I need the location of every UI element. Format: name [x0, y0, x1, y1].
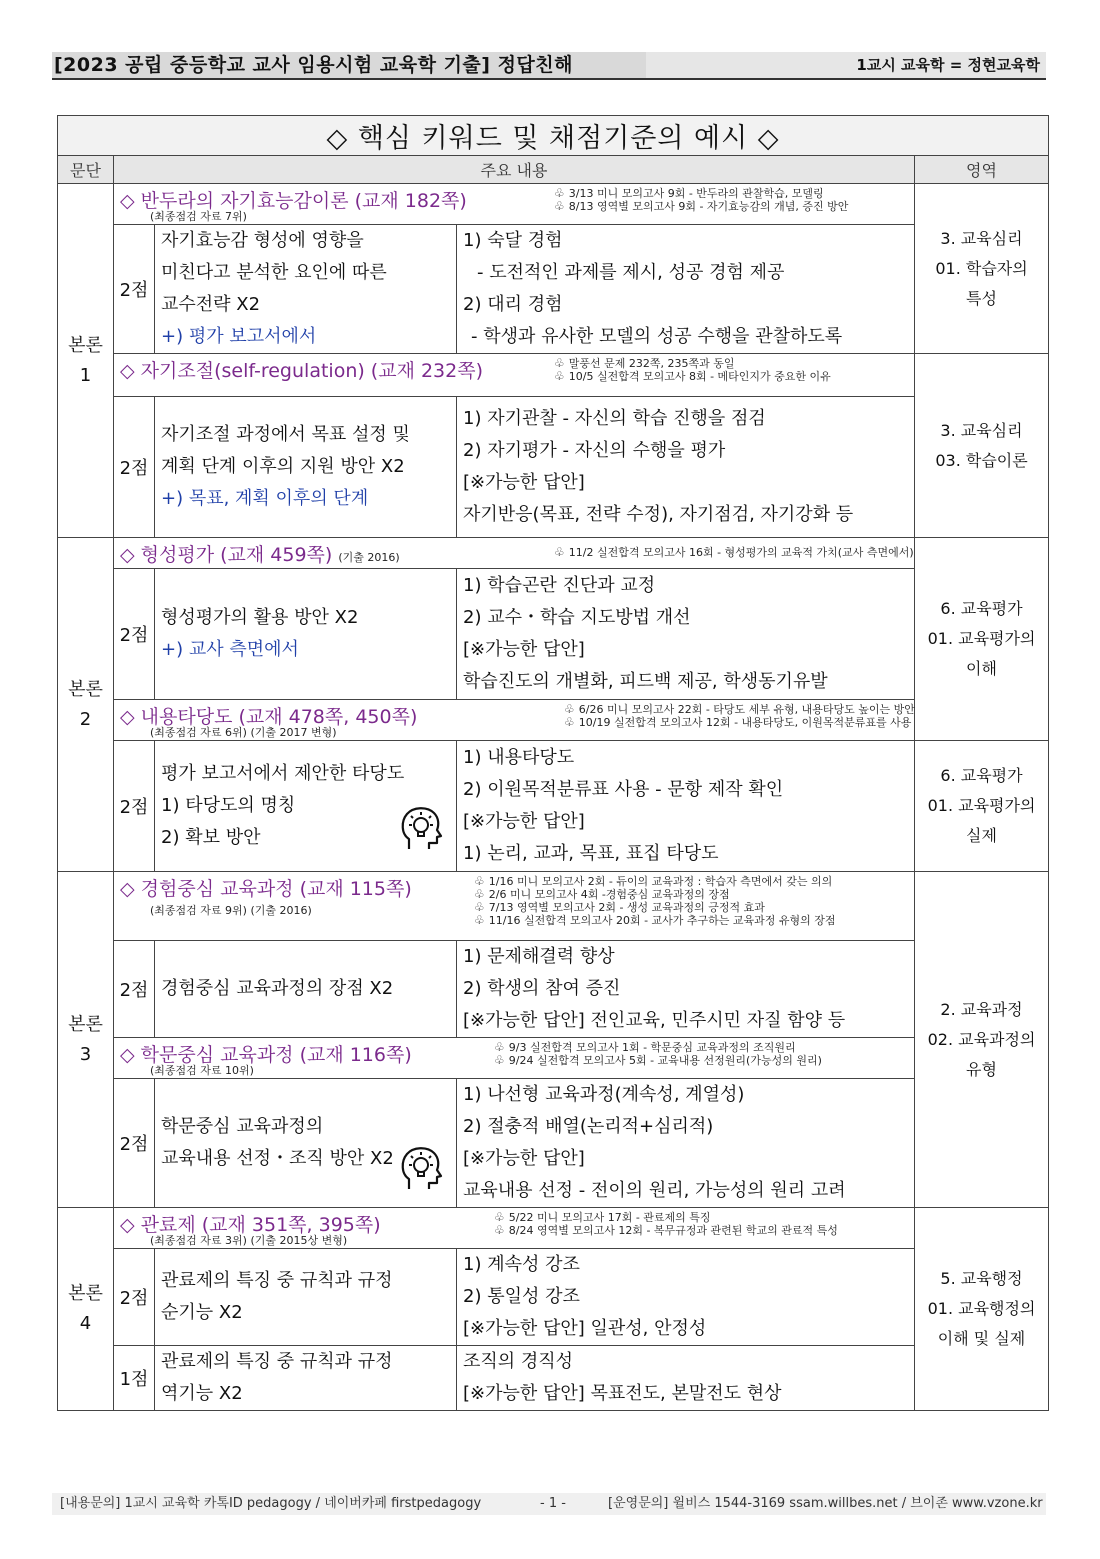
points: 2점 [114, 941, 155, 1038]
question: 관료제의 특징 중 규칙과 규정 역기능 X2 [155, 1346, 457, 1411]
points: 1점 [114, 1346, 155, 1411]
area-label: 5. 교육행정 01. 교육행정의 이해 및 실제 [915, 1208, 1049, 1411]
footer-operator: [운영문의] 윌비스 1544-3169 ssam.willbes.net / 브이존 www.vzone.kr [608, 1496, 1043, 1511]
answer: 1) 자기관찰 - 자신의 학습 진행을 점검 2) 자기평가 - 자신의 수행을 평가 [※가능한 답안] 자기반응(목표, 전략 수정), 자기점검, 자기강화 등 [457, 397, 915, 538]
topic-row [58, 700, 1049, 741]
topic-title-cell [114, 872, 915, 941]
topic-row [58, 1208, 1049, 1249]
question-row [58, 941, 1049, 1038]
question: 자기효능감 형성에 영향을 미친다고 분석한 요인에 따른 교수전략 X2 +) 평가 보고서에서 [155, 225, 457, 354]
hint: +) 평가 보고서에서 [161, 326, 317, 347]
clover-icon: ♧ [564, 702, 575, 716]
paragraph-label: 본론 4 [58, 1208, 114, 1411]
clover-icon: ♧ [554, 356, 565, 370]
paragraph-label: 본론 2 [58, 538, 114, 872]
answer: 1) 계속성 강조 2) 통일성 강조 [※가능한 답안] 일관성, 안정성 [457, 1249, 915, 1346]
question-row [58, 1249, 1049, 1346]
area-label: 3. 교육심리 01. 학습자의 특성 [915, 184, 1049, 354]
header-rule [52, 78, 1046, 80]
page-footer [52, 1493, 1046, 1515]
document-title: [2023 공립 중등학교 교사 임용시험 교육학 기출] 정답친해 [52, 52, 648, 78]
topic-row [58, 354, 1049, 397]
hint: +) 목표, 계획 이후의 단계 [161, 488, 369, 509]
table-banner: ◇ 핵심 키워드 및 채점기준의 예시 ◇ [58, 116, 1049, 156]
topic-title-cell [114, 354, 915, 397]
clover-icon: ♧ [564, 715, 575, 729]
points: 2점 [114, 1249, 155, 1346]
footer-contact: [내용문의] 1교시 교육학 카톡ID pedagogy / 네이버카페 firstpedagogy [60, 1496, 482, 1511]
clover-icon: ♧ [494, 1210, 505, 1224]
answer: 1) 학습곤란 진단과 교정 2) 교수・학습 지도방법 개선 [※가능한 답안] 학습진도의 개별화, 피드백 제공, 학생동기유발 [457, 569, 915, 700]
question: 학문중심 교육과정의 교육내용 선정・조직 방안 X2 [155, 1079, 457, 1208]
points: 2점 [114, 741, 155, 872]
paragraph-label: 본론 1 [58, 184, 114, 538]
topic-name: ◇ 형성평가 (교재 459쪽) (기출 2016) [120, 544, 400, 566]
page-header [52, 52, 1046, 78]
topic-refs: ♧ 1/16 미니 모의고사 2회 - 듀이의 교육과정 : 학습자 측면에서 갖는 의의 ♧ 2/6 미니 모의고사 4회 -경험중심 교육과정의 장점 ♧ 7/13 영역별 모의고사 2회 - 생성 교육과정의 긍정적 효과 ♧ 11/16 실전합격 모의고사 20회 - 교사가 추구하는 교육과정 유형의 장점 [474, 874, 836, 927]
clover-icon: ♧ [494, 1223, 505, 1237]
topic-refs: ♧ 9/3 실전합격 모의고사 1회 - 학문중심 교육과정의 조직원리 ♧ 9/24 실전합격 모의고사 5회 - 교육내용 선정원리(가능성의 원리) [494, 1040, 822, 1067]
topic-refs: ♧ 3/13 미니 모의고사 9회 - 반두라의 관찰학습, 모델링 ♧ 8/13 영역별 모의고사 9회 - 자기효능감의 개념, 증진 방안 [554, 186, 849, 213]
clover-icon: ♧ [554, 369, 565, 383]
answer: 1) 내용타당도 2) 이원목적분류표 사용 - 문항 제작 확인 [※가능한 답안] 1) 논리, 교과, 목표, 표집 타당도 [457, 741, 915, 872]
lightbulb-head-icon [395, 803, 445, 853]
answer: 1) 숙달 경험 - 도전적인 과제를 제시, 성공 경험 제공 2) 대리 경험 - 학생과 유사한 모델의 성공 수행을 관찰하도록 [457, 225, 915, 354]
topic-title-cell [114, 1208, 915, 1249]
topic-name: ◇ 반두라의 자기효능감이론 (교재 182쪽) [120, 190, 467, 212]
topic-name: ◇ 경험중심 교육과정 (교재 115쪽) [120, 878, 412, 900]
topic-title-cell [114, 1038, 915, 1079]
clover-icon: ♧ [554, 199, 565, 213]
clover-icon: ♧ [554, 545, 565, 559]
clover-icon: ♧ [494, 1053, 505, 1067]
clover-icon: ♧ [474, 874, 485, 888]
clover-icon: ♧ [474, 913, 485, 927]
question-row [58, 225, 1049, 354]
question-row [58, 569, 1049, 700]
question: 평가 보고서에서 제안한 타당도 1) 타당도의 명칭 2) 확보 방안 [155, 741, 457, 872]
topic-name: ◇ 학문중심 교육과정 (교재 116쪽) [120, 1044, 412, 1066]
clover-icon: ♧ [474, 887, 485, 901]
topic-title-cell [114, 184, 915, 225]
page-number: - 1 - [540, 1496, 566, 1511]
topic-refs: ♧ 말풍선 문제 232쪽, 235쪽과 동일 ♧ 10/5 실전합격 모의고사 8회 - 메타인지가 중요한 이유 [554, 356, 831, 383]
topic-refs: ♧ 11/2 실전합격 모의고사 16회 - 형성평가의 교육적 가치(교사 측면에서) [554, 545, 914, 559]
answer: 조직의 경직성 [※가능한 답안] 목표전도, 본말전도 현상 [457, 1346, 915, 1411]
topic-row [58, 184, 1049, 225]
question-row [58, 397, 1049, 538]
lightbulb-head-icon [395, 1143, 445, 1193]
question-row [58, 1346, 1049, 1411]
area-label: 6. 교육평가 01. 교육평가의 이해 [915, 538, 1049, 741]
topic-name: ◇ 자기조절(self-regulation) (교재 232쪽) [120, 360, 484, 382]
paragraph-label: 본론 3 [58, 872, 114, 1208]
area-label: 3. 교육심리 03. 학습이론 [915, 354, 1049, 538]
topic-name: ◇ 관료제 (교재 351쪽, 395쪽) [120, 1214, 381, 1236]
question-row [58, 741, 1049, 872]
clover-icon: ♧ [494, 1040, 505, 1054]
topic-row [58, 872, 1049, 941]
col-header-para: 문단 [58, 156, 114, 184]
topic-source: (최종점검 자료 3위) (기출 2015상 변형) [150, 1234, 348, 1247]
answer: 1) 나선형 교육과정(계속성, 계열성) 2) 절충적 배열(논리적+심리적) [※가능한 답안] 교육내용 선정 - 전이의 원리, 가능성의 원리 고려 [457, 1079, 915, 1208]
topic-name: ◇ 내용타당도 (교재 478쪽, 450쪽) [120, 706, 418, 728]
hint: +) 교사 측면에서 [161, 639, 299, 660]
answer-table [57, 115, 1049, 1411]
topic-title-cell [114, 700, 915, 741]
col-header-content: 주요 내용 [114, 156, 915, 184]
clover-icon: ♧ [474, 900, 485, 914]
topic-row [58, 538, 1049, 569]
topic-source: (최종점검 자료 7위) [150, 210, 247, 223]
points: 2점 [114, 397, 155, 538]
header-subject: 1교시 교육학 = 정현교육학 [856, 56, 1040, 74]
clover-icon: ♧ [554, 186, 565, 200]
topic-title-cell [114, 538, 915, 569]
points: 2점 [114, 225, 155, 354]
topic-source: (최종점검 자료 9위) (기출 2016) [150, 904, 312, 917]
question: 경험중심 교육과정의 장점 X2 [155, 941, 457, 1038]
area-label: 2. 교육과정 02. 교육과정의 유형 [915, 872, 1049, 1208]
answer: 1) 문제해결력 향상 2) 학생의 참여 증진 [※가능한 답안] 전인교육, 민주시민 자질 함양 등 [457, 941, 915, 1038]
topic-source: (최종점검 자료 6위) (기출 2017 변형) [150, 726, 337, 739]
question: 관료제의 특징 중 규칙과 규정 순기능 X2 [155, 1249, 457, 1346]
points: 2점 [114, 569, 155, 700]
question: 자기조절 과정에서 목표 설정 및 계획 단계 이후의 지원 방안 X2 +) 목표, 계획 이후의 단계 [155, 397, 457, 538]
col-header-area: 영역 [915, 156, 1049, 184]
question: 형성평가의 활용 방안 X2 +) 교사 측면에서 [155, 569, 457, 700]
topic-refs: ♧ 6/26 미니 모의고사 22회 - 타당도 세부 유형, 내용타당도 높이는 방안 ♧ 10/19 실전합격 모의고사 12회 - 내용타당도, 이원목적분류표를 사용 [564, 702, 915, 729]
points: 2점 [114, 1079, 155, 1208]
topic-source: (최종점검 자료 10위) [150, 1064, 254, 1077]
topic-row [58, 1038, 1049, 1079]
question-row [58, 1079, 1049, 1208]
topic-refs: ♧ 5/22 미니 모의고사 17회 - 관료제의 특징 ♧ 8/24 영역별 모의고사 12회 - 복무규정과 관련된 학교의 관료적 특성 [494, 1210, 838, 1237]
area-label: 6. 교육평가 01. 교육평가의 실제 [915, 741, 1049, 872]
